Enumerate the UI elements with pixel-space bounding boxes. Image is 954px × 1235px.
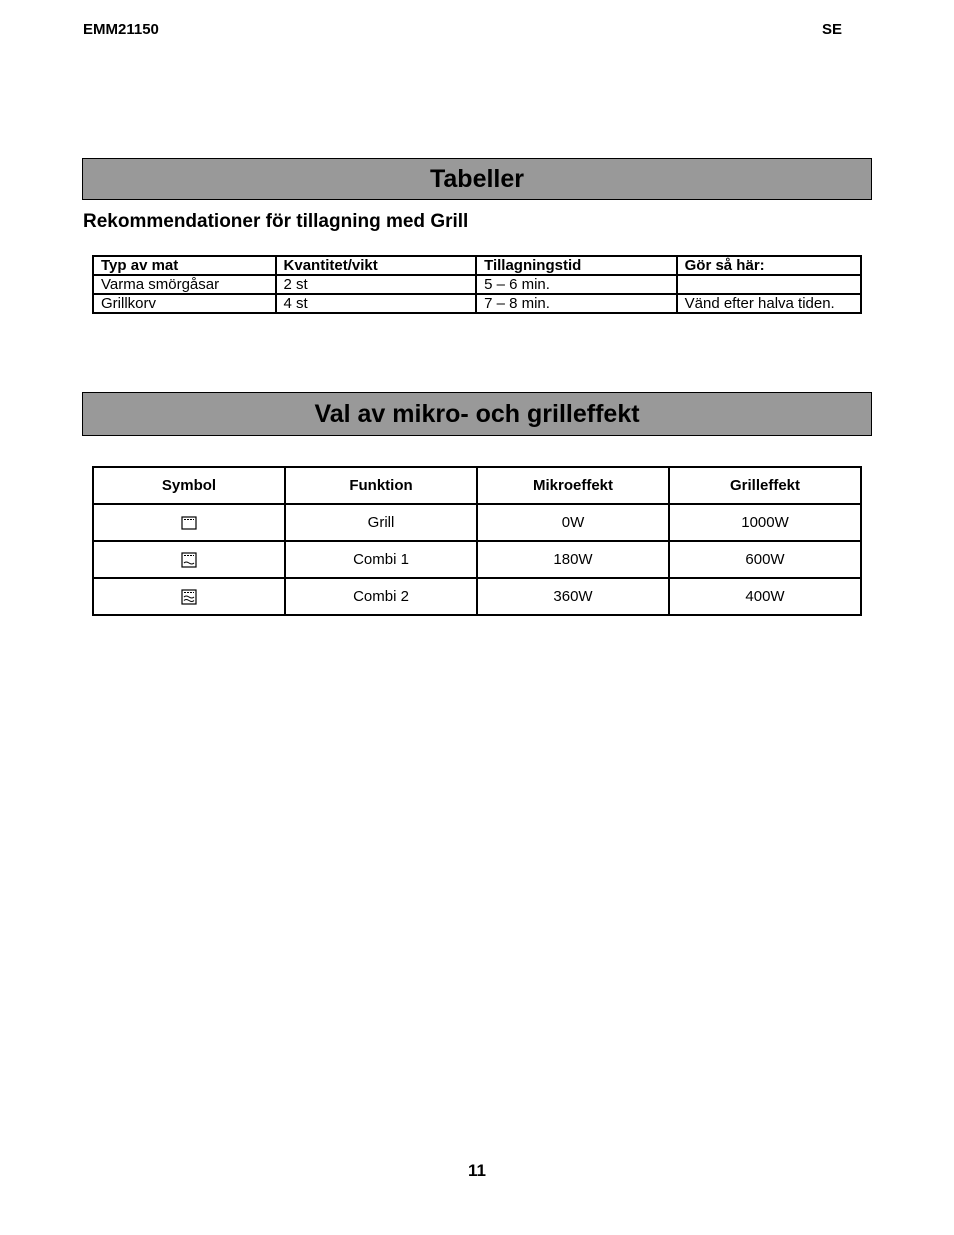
- language-code: SE: [821, 21, 842, 38]
- column-header: Mikroeffekt: [477, 467, 669, 504]
- table-cell: Combi 1: [285, 541, 477, 578]
- table-row: [93, 541, 861, 578]
- page-number: 11: [468, 1161, 486, 1180]
- column-header: Funktion: [285, 467, 477, 504]
- grill-symbol-icon: [181, 516, 197, 530]
- table-cell: Vänd efter halva tiden.: [677, 294, 861, 313]
- column-header: Gör så här:: [677, 256, 861, 275]
- table-cell: Grillkorv: [93, 294, 276, 313]
- column-header: Tillagningstid: [476, 256, 677, 275]
- table-cell: 0W: [477, 504, 669, 541]
- column-header: Symbol: [93, 467, 285, 504]
- grill-recommendations-heading: Rekommendationer för tillagning med Grill: [83, 211, 469, 232]
- table-row: [93, 578, 861, 615]
- model-number: EMM21150: [83, 21, 159, 38]
- column-header: Grilleffekt: [669, 467, 861, 504]
- table-cell: 2 st: [276, 275, 477, 294]
- combi1-symbol-icon: [181, 552, 197, 568]
- power-selection-table: [92, 466, 862, 616]
- table-cell: Grill: [285, 504, 477, 541]
- table-header-row: [93, 256, 861, 275]
- table-cell: 5 – 6 min.: [476, 275, 677, 294]
- column-header: Typ av mat: [93, 256, 276, 275]
- table-row: [93, 294, 861, 313]
- section-title-power: Val av mikro- och grilleffekt: [82, 392, 872, 436]
- symbol-cell: [93, 504, 285, 541]
- symbol-cell: [93, 578, 285, 615]
- combi2-symbol-icon: [181, 589, 197, 605]
- table-cell: 7 – 8 min.: [476, 294, 677, 313]
- table-cell: 360W: [477, 578, 669, 615]
- table-cell: 1000W: [669, 504, 861, 541]
- table-cell: 400W: [669, 578, 861, 615]
- grill-recommendations-table: [92, 255, 862, 314]
- table-cell: Varma smörgåsar: [93, 275, 276, 294]
- table-cell: 180W: [477, 541, 669, 578]
- column-header: Kvantitet/vikt: [276, 256, 477, 275]
- symbol-cell: [93, 541, 285, 578]
- table-header-row: [93, 467, 861, 504]
- table-cell: 600W: [669, 541, 861, 578]
- table-row: [93, 504, 861, 541]
- table-cell: Combi 2: [285, 578, 477, 615]
- section-title-tables: Tabeller: [82, 158, 872, 200]
- table-cell: 4 st: [276, 294, 477, 313]
- table-row: [93, 275, 861, 294]
- table-cell: [677, 275, 861, 294]
